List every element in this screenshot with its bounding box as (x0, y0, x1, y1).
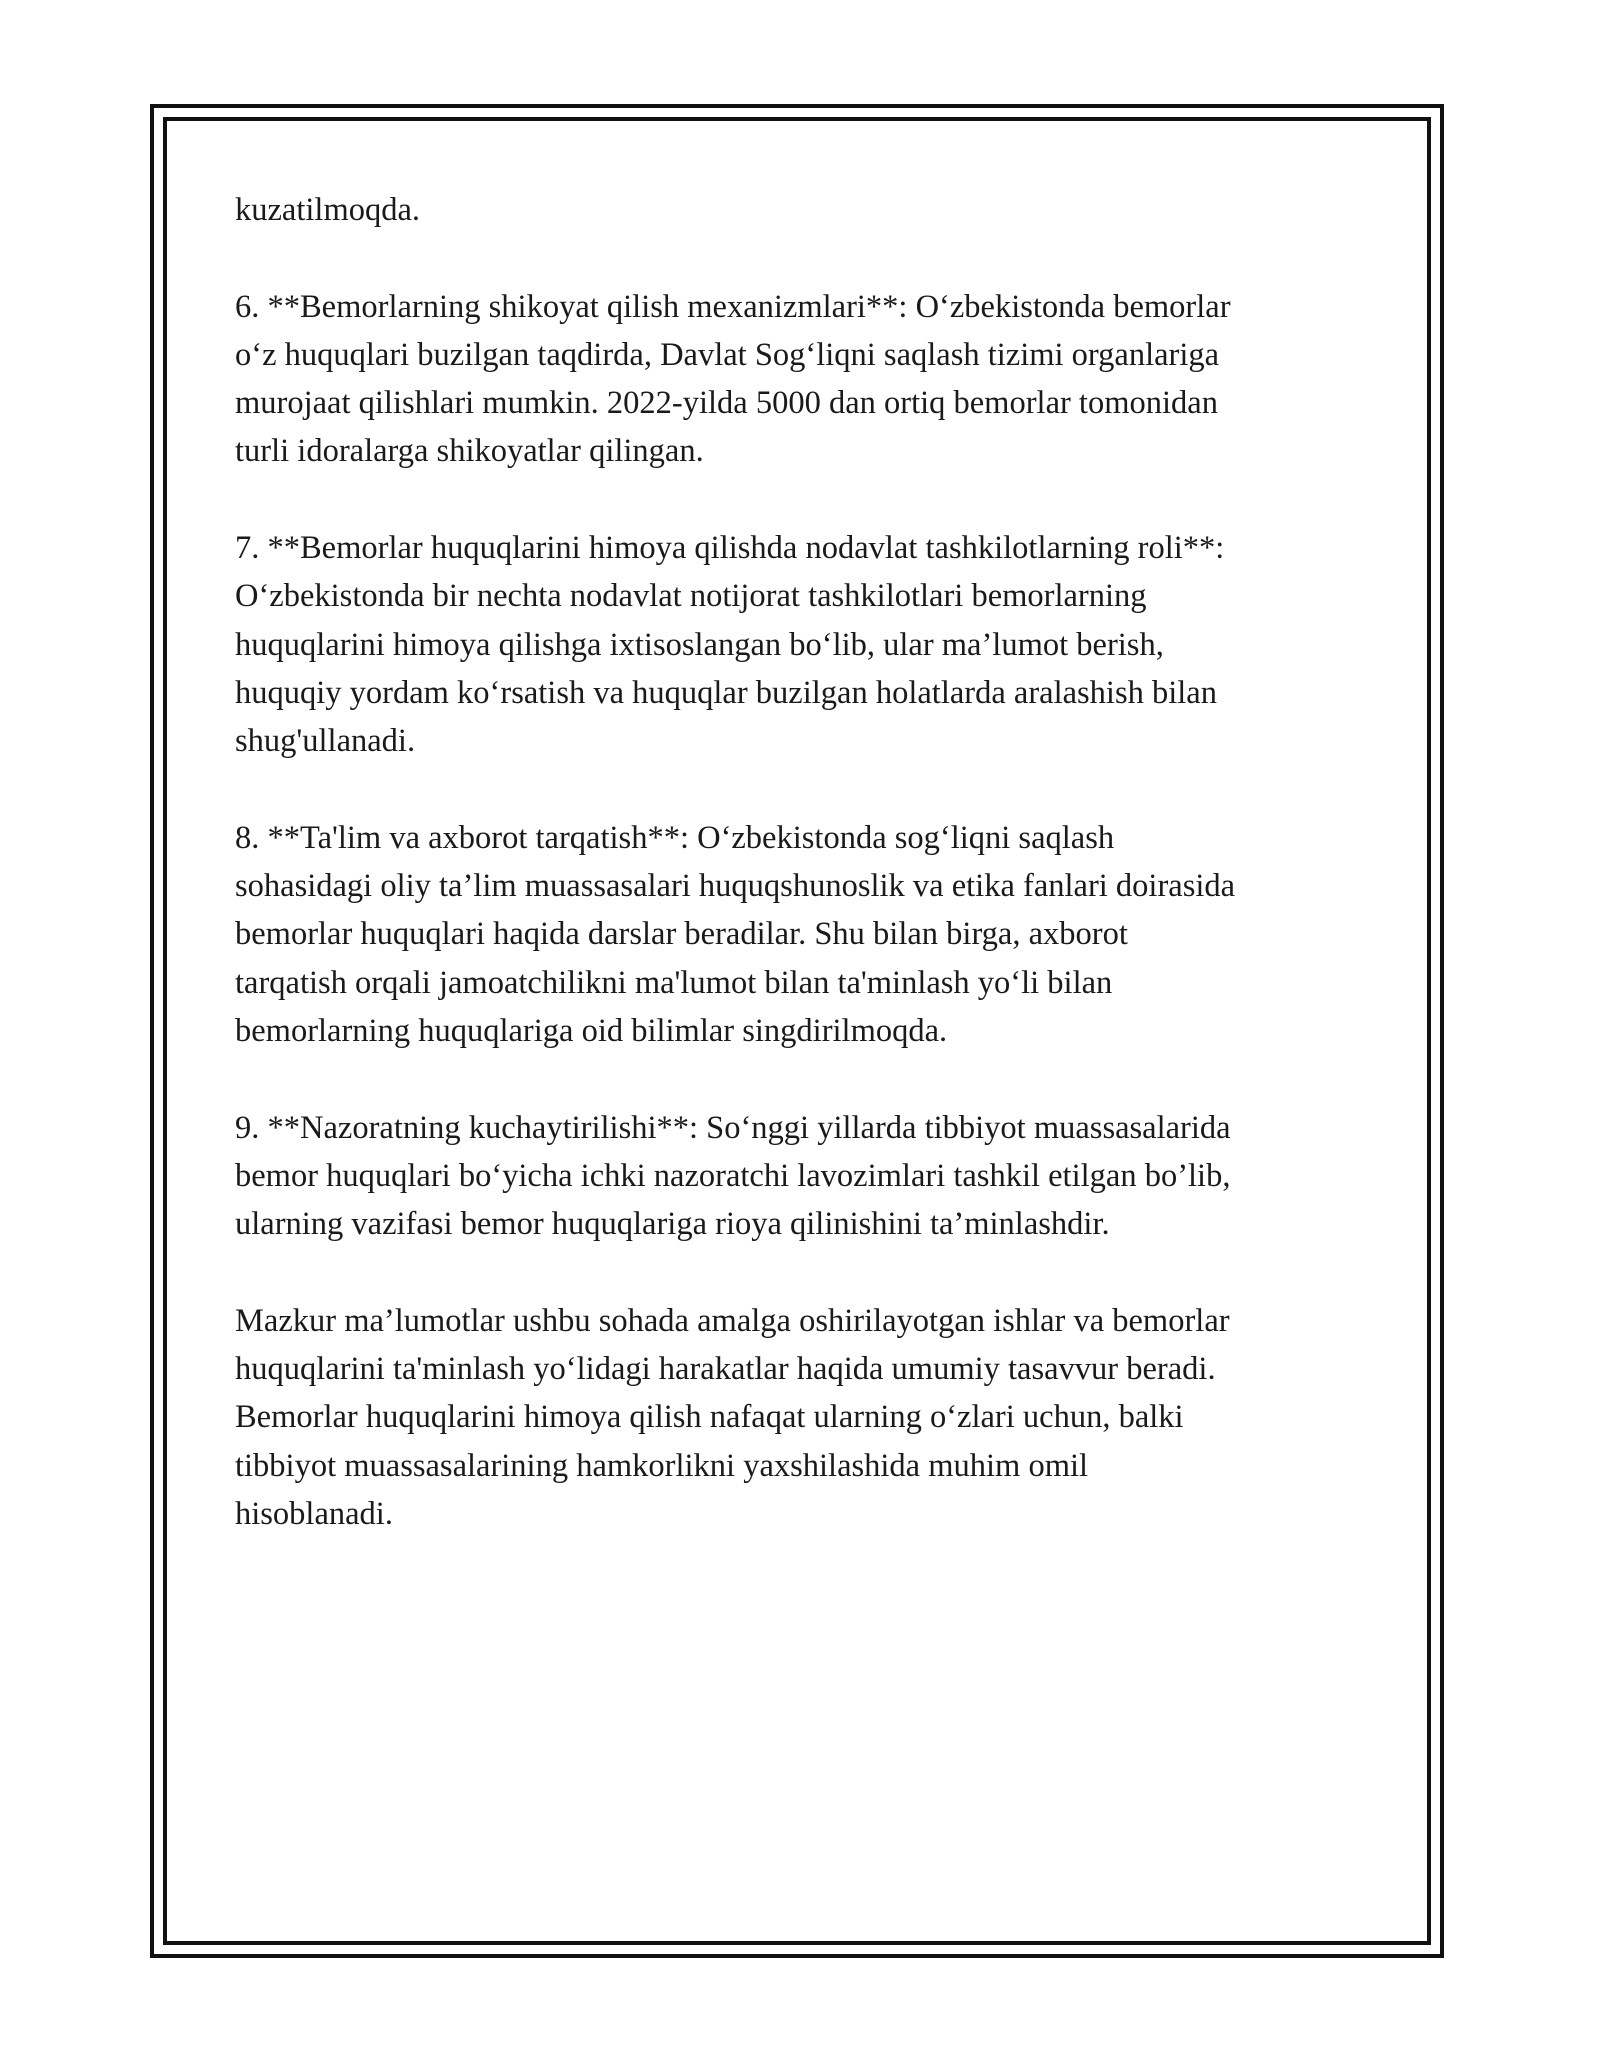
text-line: kuzatilmoqda. (235, 192, 421, 228)
document-body (235, 186, 1375, 1587)
text-line: bemorlarning huquqlariga oid bilimlar singdirilmoqda. (235, 1013, 948, 1050)
text-line: ularning vazifasi bemor huquqlariga rioya qilinishini ta’minlashdir. (235, 1206, 1110, 1243)
text-line: shug'ullanadi. (235, 723, 416, 760)
paragraph-item-7 (235, 524, 1375, 765)
paragraph-item-9 (235, 1104, 1375, 1249)
text-line: 8. **Ta'lim va axborot tarqatish**: O‘zbekistonda sog‘liqni saqlash (235, 819, 1115, 856)
text-line: hisoblanadi. (235, 1496, 393, 1533)
text-line: turli idoralarga shikoyatlar qilingan. (235, 433, 704, 470)
text-line: o‘z huquqlari buzilgan taqdirda, Davlat Sog‘liqni saqlash tizimi organlariga (235, 336, 1220, 373)
text-line: bemor huquqlari bo‘yicha ichki nazoratchi lavozimlari tashkil etilgan bo’lib, (235, 1157, 1231, 1194)
paragraph-conclusion (235, 1297, 1375, 1538)
text-line: Mazkur ma’lumotlar ushbu sohada amalga oshirilayotgan ishlar va bemorlar (235, 1302, 1230, 1339)
text-line: tibbiyot muassasalarining hamkorlikni yaxshilashida muhim omil (235, 1447, 1089, 1484)
paragraph-continuation (235, 186, 1375, 234)
text-line: 9. **Nazoratning kuchaytirilishi**: So‘nggi yillarda tibbiyot muassasalarida (235, 1109, 1231, 1146)
text-line: 6. **Bemorlarning shikoyat qilish mexanizmlari**: O‘zbekistonda bemorlar (235, 288, 1231, 325)
text-line: murojaat qilishlari mumkin. 2022-yilda 5000 dan ortiq bemorlar tomonidan (235, 385, 1218, 422)
text-line: bemorlar huquqlari haqida darslar beradilar. Shu bilan birga, axborot (235, 916, 1128, 953)
text-line: O‘zbekistonda bir nechta nodavlat notijorat tashkilotlari bemorlarning (235, 578, 1147, 615)
paragraph-item-6 (235, 283, 1375, 476)
text-line: huquqlarini himoya qilishga ixtisoslangan bo‘lib, ular ma’lumot berish, (235, 626, 1164, 663)
text-line: huquqiy yordam ko‘rsatish va huquqlar buzilgan holatlarda aralashish bilan (235, 674, 1217, 711)
text-line: huquqlarini ta'minlash yo‘lidagi harakatlar haqida umumiy tasavvur beradi. (235, 1351, 1216, 1388)
text-line: sohasidagi oliy ta’lim muassasalari huquqshunoslik va etika fanlari doirasida (235, 868, 1236, 905)
paragraph-item-8 (235, 814, 1375, 1055)
text-line: Bemorlar huquqlarini himoya qilish nafaqat ularning o‘zlari uchun, balki (235, 1399, 1184, 1436)
text-line: 7. **Bemorlar huquqlarini himoya qilishda nodavlat tashkilotlarning roli**: (235, 530, 1225, 567)
text-line: tarqatish orqali jamoatchilikni ma'lumot bilan ta'minlash yo‘li bilan (235, 964, 1113, 1001)
